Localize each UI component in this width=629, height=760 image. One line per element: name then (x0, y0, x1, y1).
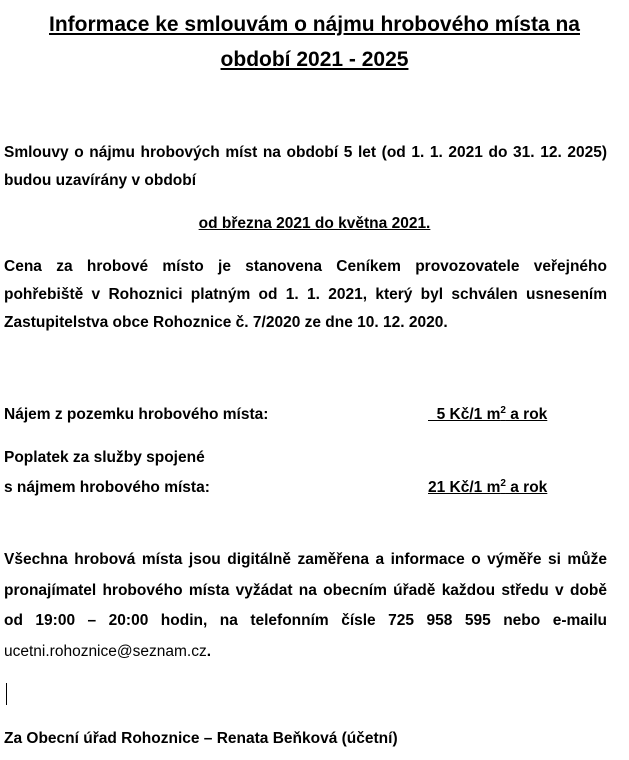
services-fee-value: 21 Kč/1 m (428, 479, 501, 496)
services-fee-unit: a rok (505, 479, 548, 496)
rent-fee-unit: a rok (505, 406, 548, 423)
contact-text: Všechna hrobová místa jsou digitálně zaměřena a informace o výměře si může pronajímatel hrobového místa vyžádat na obecním úřadě každou středu v době od 19:00 – 20:00 hodin, na telefonním čísle 725 958 595 nebo e-mailu (4, 551, 607, 629)
contact-paragraph (4, 545, 607, 667)
rent-fee-amount (428, 401, 547, 429)
services-fee-amount (428, 474, 547, 502)
rent-fee-label: Nájem z pozemku hrobového místa: (4, 406, 269, 423)
document-title-line-2: období 2021 - 2025 (220, 48, 409, 71)
services-fee-label-line-2: s nájmem hrobového místa: (4, 479, 210, 496)
document-title-line-1: Informace ke smlouvám o nájmu hrobového místa na (49, 13, 580, 36)
contract-period: od března 2021 do května 2021. (198, 215, 431, 232)
intro-paragraph: Smlouvy o nájmu hrobových míst na období 5 let (od 1. 1. 2021 do 31. 12. 2025) budou uzavírány v období (4, 144, 607, 189)
services-fee-exponent: 2 (500, 478, 506, 489)
email-link[interactable]: ucetni.rohoznice@seznam.cz (4, 642, 207, 660)
services-fee-label-line-1: Poplatek za služby spojené (4, 449, 205, 466)
contact-end: . (206, 642, 212, 660)
rent-fee-exponent: 2 (500, 405, 506, 416)
text-cursor (6, 683, 7, 705)
rent-fee-value: 5 Kč/1 m (428, 406, 501, 423)
signature: Za Obecní úřad Rohoznice – Renata Beňková (účetní) (4, 730, 398, 747)
price-info-paragraph: Cena za hrobové místo je stanovena Ceníkem provozovatele veřejného pohřebiště v Rohoznici platným od 1. 1. 2021, který byl schválen usnesením Zastupitelstva obce Rohoznice č. 7/2020 ze dne 10. 12. 2020. (4, 258, 607, 331)
